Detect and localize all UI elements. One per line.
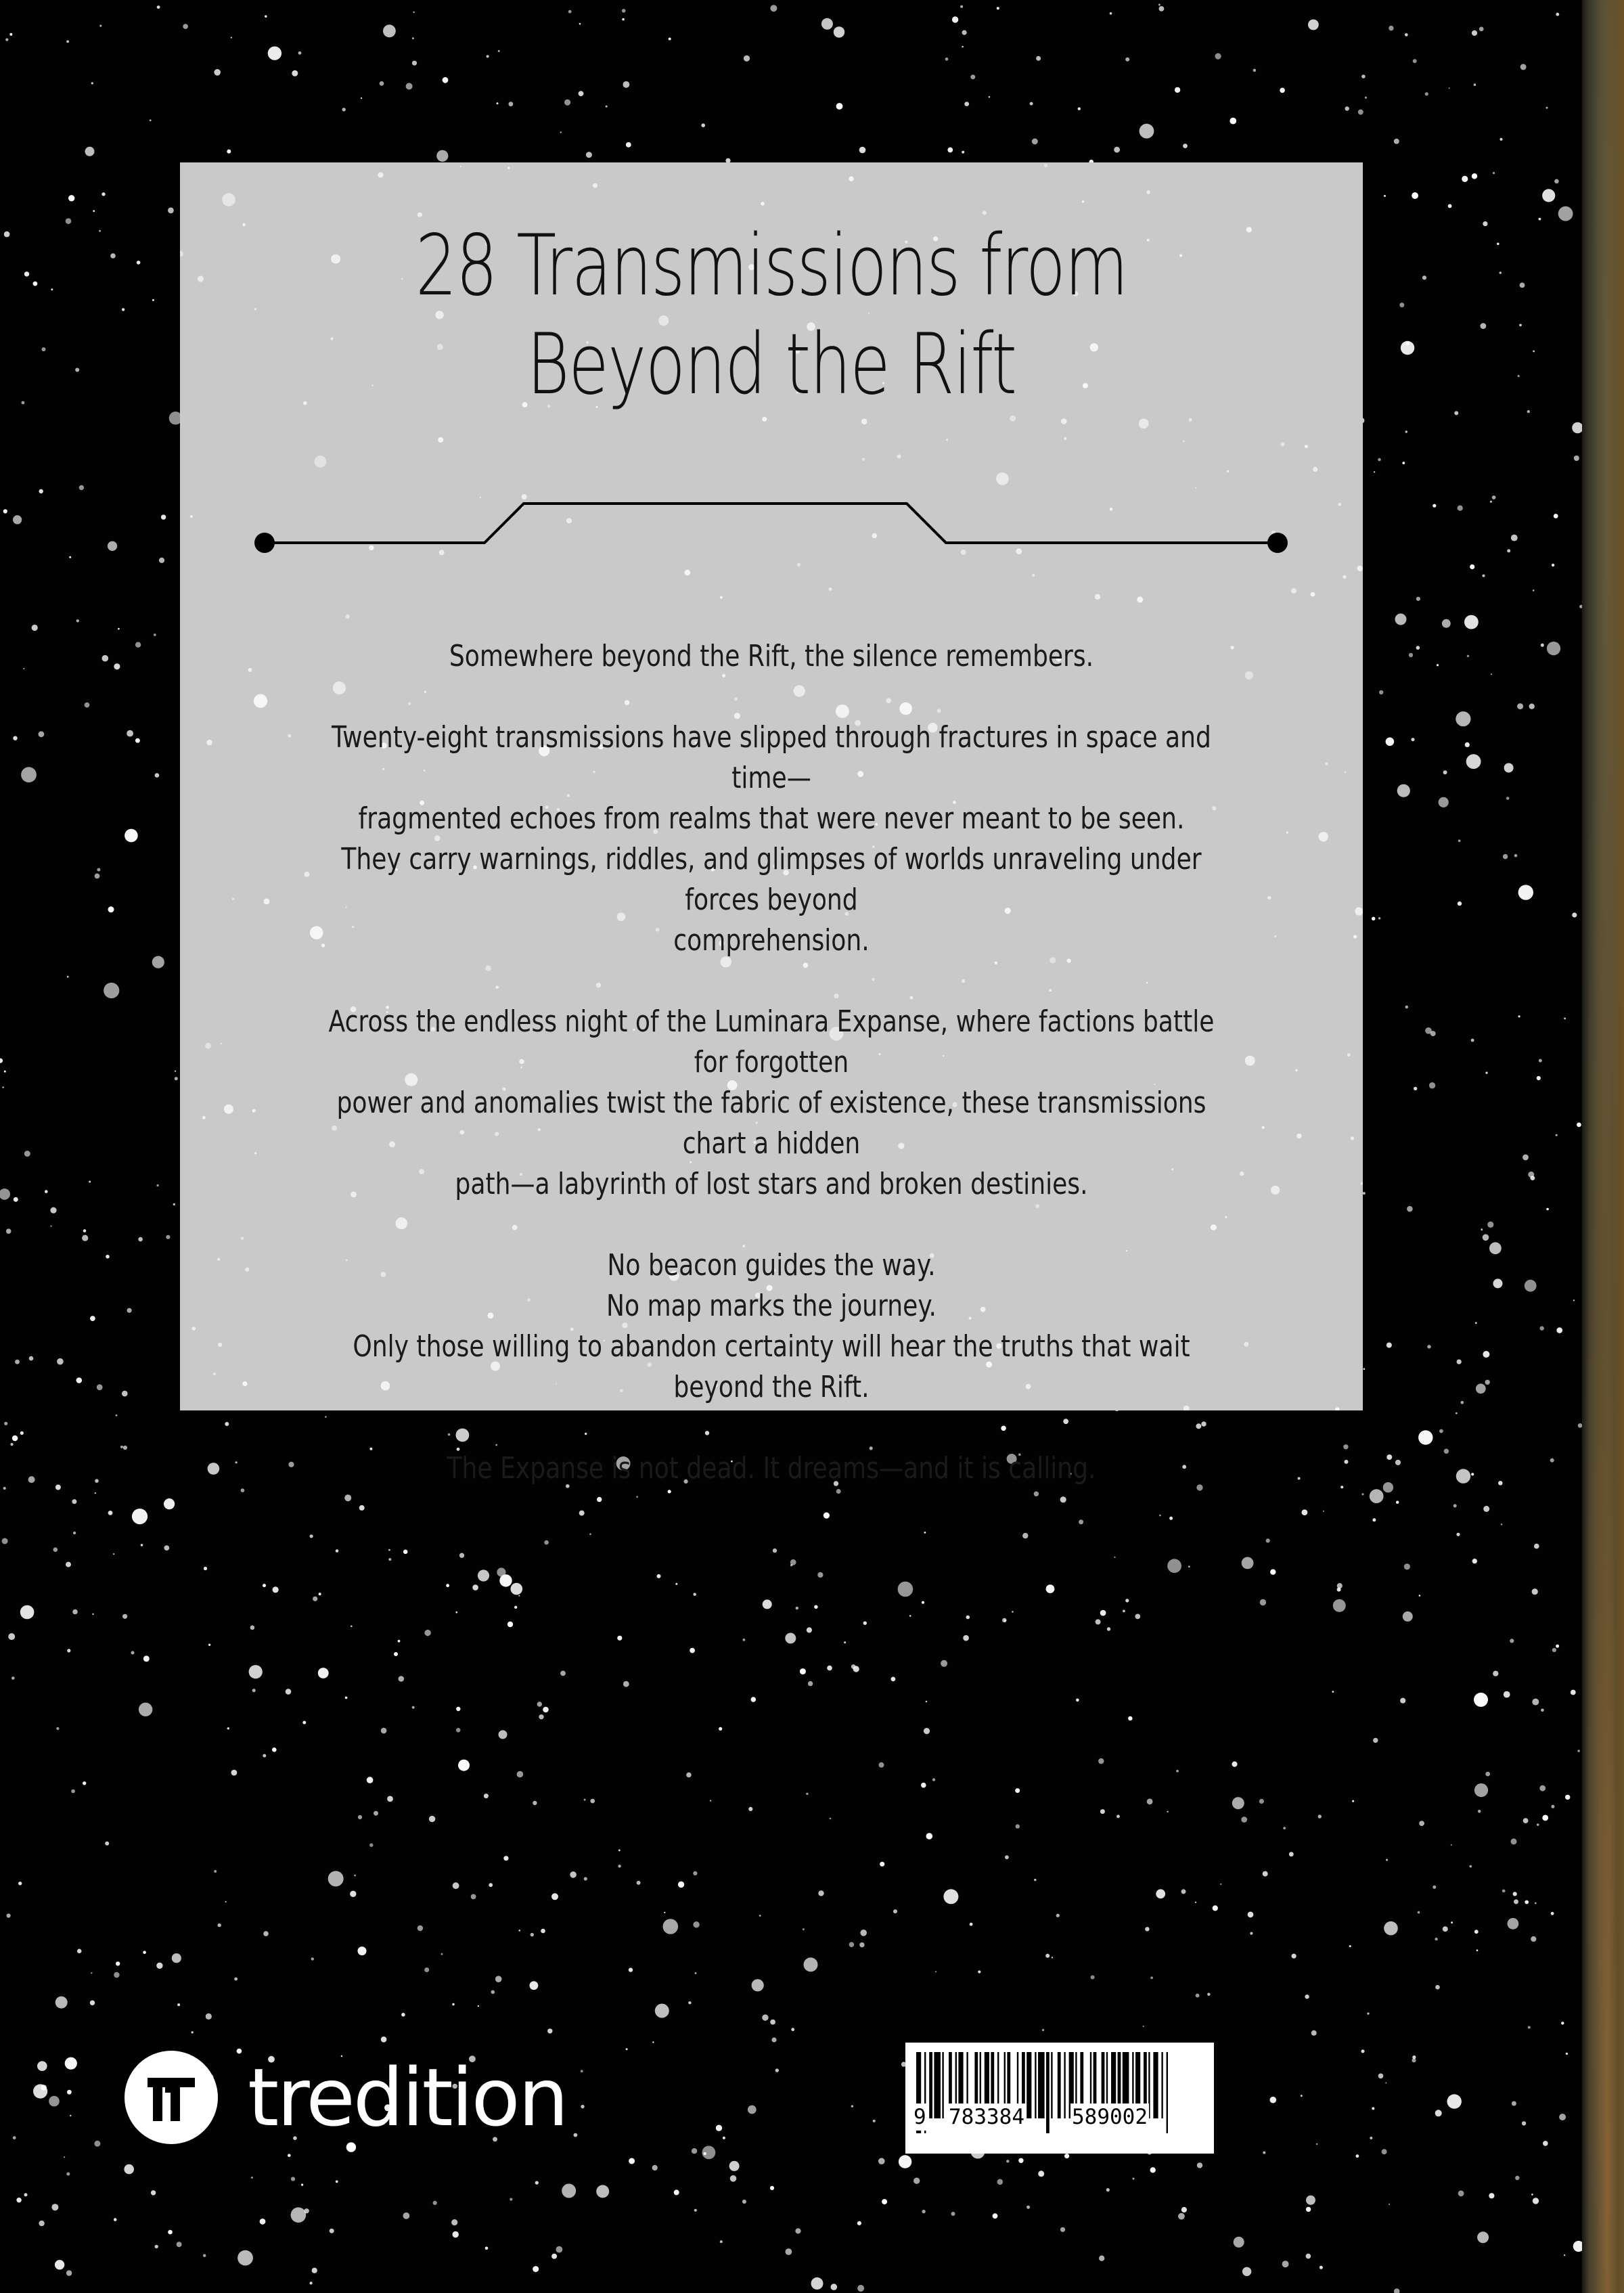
circuit-divider xyxy=(248,494,1295,562)
blurb-text xyxy=(221,636,1322,1530)
blurb-line: path—a labyrinth of lost stars and broken destinies. xyxy=(455,1167,1088,1201)
publisher-name: tredition xyxy=(248,2051,567,2144)
blurb-paragraph-3 xyxy=(320,1002,1223,1205)
publisher-mark xyxy=(125,2049,567,2145)
blurb-line: comprehension. xyxy=(673,923,870,958)
barcode-digits-left: 783384 xyxy=(949,2105,1024,2129)
barcode-digit-prefix: 9 xyxy=(914,2105,926,2129)
blurb-line: Across the endless night of the Luminara Expanse, where factions battle for forgotten xyxy=(328,1004,1215,1079)
blurb-line: power and anomalies twist the fabric of existence, these transmissions chart a hidden xyxy=(336,1086,1206,1161)
barcode-digits xyxy=(905,2103,1214,2133)
blurb-line: Somewhere beyond the Rift, the silence remembers. xyxy=(449,639,1094,673)
blurb-paragraph-2 xyxy=(320,717,1223,961)
blurb-panel xyxy=(180,162,1363,1486)
barcode-digits-right: 589002 xyxy=(1072,2105,1148,2129)
barcode-bars xyxy=(905,2043,1214,2154)
blurb-paragraph-5 xyxy=(320,1448,1223,1489)
blurb-line: Twenty-eight transmissions have slipped through fractures in space and time— xyxy=(332,720,1211,795)
blurb-line: Only those willing to abandon certainty will hear the truths that wait beyond the Rift. xyxy=(353,1329,1190,1404)
isbn-barcode xyxy=(905,2043,1214,2154)
blurb-line: No map marks the journey. xyxy=(606,1289,937,1323)
title-line-2: Beyond the Rift xyxy=(526,316,1016,414)
blurb-line: No beacon guides the way. xyxy=(607,1248,936,1283)
title-line-1: 28 Transmissions from xyxy=(415,217,1128,315)
front-cover-edge xyxy=(1582,0,1624,2293)
blurb-line: The Expanse is not dead. It dreams—and it is calling. xyxy=(447,1451,1096,1486)
tredition-logo-icon xyxy=(125,2051,218,2144)
blurb-line: fragmented echoes from realms that were never meant to be seen. xyxy=(358,801,1185,836)
book-title xyxy=(310,217,1232,414)
blurb-paragraph-1 xyxy=(320,636,1223,677)
blurb-line: They carry warnings, riddles, and glimpses of worlds unraveling under forces beyond xyxy=(341,842,1202,917)
divider-line xyxy=(265,504,1278,543)
blurb-paragraph-4 xyxy=(320,1245,1223,1408)
